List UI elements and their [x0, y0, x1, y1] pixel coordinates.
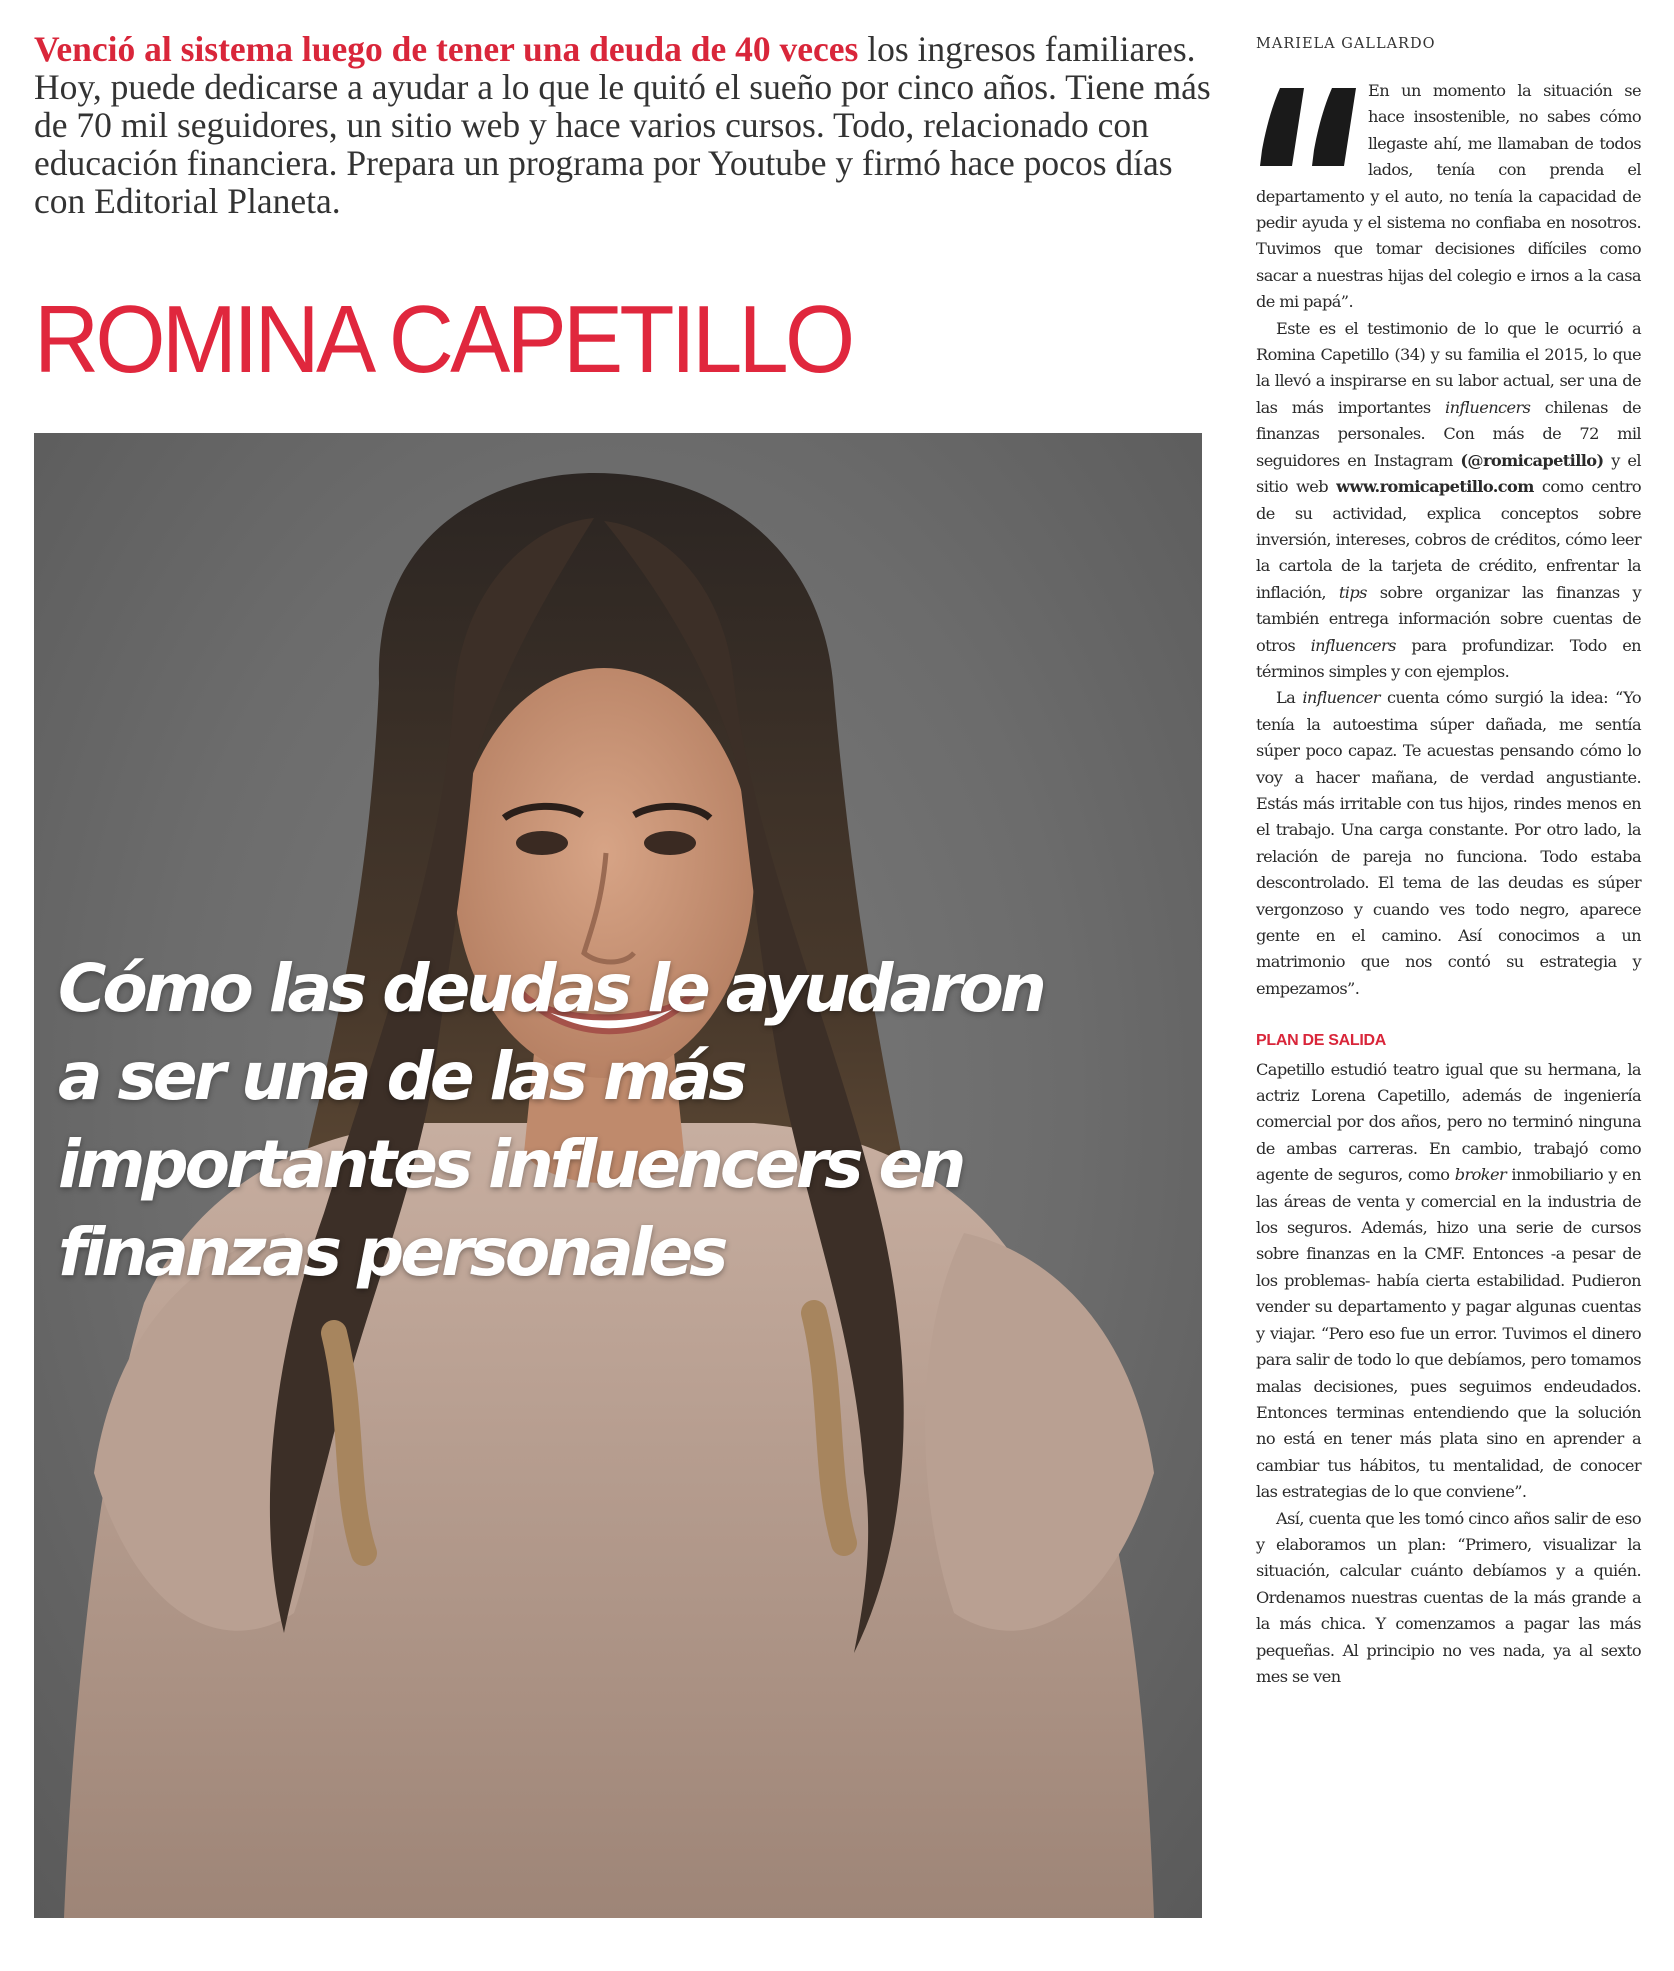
body-paragraph-2 — [1256, 316, 1641, 686]
body-text: Capetillo estudió teatro igual que su hermana, la actriz Lorena Capetillo, además de ingeniería comercial por dos años, pero no terminó ninguna de ambas carreras. En cambio, trabajó como agente de seguros, como — [1256, 1059, 1641, 1185]
author-byline: MARIELA GALLARDO — [1256, 36, 1436, 52]
body-italic: broker — [1454, 1165, 1507, 1185]
lede-text: los ingresos familiares. Hoy, puede dedicarse a ayudar a lo que le quitó el sueño por cinco años. Tiene más de 70 mil seguidores, un sitio web y hace varios cursos. Todo, relacionado con educación financiera. Prepara un programa por Youtube y firmó hace pocos días con Editorial Planeta. — [34, 29, 1211, 221]
body-text: para profundizar. Todo en términos simples y con ejemplos. — [1256, 635, 1642, 681]
body-paragraph-3 — [1256, 685, 1641, 1002]
article-body — [1256, 78, 1641, 1690]
article-name-title: ROMINA CAPETILLO — [34, 286, 852, 393]
lede-highlight: Venció al sistema luego de tener una deuda de 40 veces — [34, 29, 859, 69]
body-text: y el sitio web — [1256, 450, 1641, 497]
article-sidebar-column — [1256, 36, 1641, 1690]
body-italic: influencers — [1445, 397, 1531, 417]
body-italic: tips — [1338, 582, 1367, 602]
instagram-handle: (@romicapetillo) — [1460, 450, 1604, 470]
section-subhead: PLAN DE SALIDA — [1256, 1032, 1387, 1050]
quote-mark-icon — [1256, 88, 1360, 166]
body-text: chilenas de finanzas personales. Con más de 72 mil seguidores en Instagram — [1256, 397, 1642, 470]
body-text: sobre organizar las finanzas y también entrega información sobre cuentas de otros — [1256, 582, 1641, 655]
website-text: www.romicapetillo.com — [1336, 477, 1534, 497]
body-text: inmobiliario y en las áreas de venta y comercial en la industria de los seguros. Además, hizo una serie de cursos sobre finanzas en la CMF. Entonces -a pesar de los problemas- había cierta estabilidad. Pudieron vender su departamento y pagar algunas cuentas y viajar. “Pero eso fue un error. Tuvimos el dinero para salir de todo lo que debíamos, pero tomamos malas decisiones, pues seguimos endeudados. Entonces terminas entendiendo que la solución no está en tener más plata sino en aprender a cambiar tus hábitos, tu mentalidad, de conocer las estrategias de lo que conviene”. — [1256, 1165, 1641, 1502]
article-lede — [34, 30, 1224, 220]
body-italic: influencers — [1310, 635, 1396, 655]
body-text: La — [1276, 688, 1303, 708]
body-paragraph-4 — [1256, 1057, 1641, 1506]
body-text: Este es el testimonio de lo que le ocurrió a Romina Capetillo (34) y su familia el 2015, lo que la llevó a inspirarse en su labor actual, ser una de las más importantes — [1256, 318, 1641, 417]
article-headline: Cómo las deudas le ayudaron a ser una de las más importantes influencers en finanzas personales — [58, 950, 1043, 1291]
body-text: cuenta cómo surgió la idea: “Yo tenía la autoestima súper dañada, me sentía súper poco capaz. Te acuestas pensando cómo lo voy a hacer mañana, de verdad angustiante. Estás más irritable con tus hijos, rindes menos en el trabajo. Una carga constante. Por otro lado, la relación de pareja no funciona. Todo estaba descontrolado. El tema de las deudas es súper vergonzoso y cuando ves todo negro, aparece gente en el camino. Así conocimos a un matrimonio que nos contó su estrategia y empezamos”. — [1256, 688, 1642, 998]
body-paragraph-1: En un momento la situación se hace insostenible, no sabes cómo llegaste ahí, me llamaban de todos lados, tenía con prenda el departamento y el auto, no tenía la capacidad de pedir ayuda y el sistema no confiaba en nosotros. Tuvimos que tomar decisiones difíciles como sacar a nuestras hijas del colegio e irnos a la casa de mi papá”. — [1256, 81, 1641, 312]
body-paragraph-5: Así, cuenta que les tomó cinco años salir de eso y elaboramos un plan: “Primero, visualizar la situación, calcular cuánto debíamos y a quién. Ordenamos nuestras cuentas de la más grande a la más chica. Y comenzamos a pagar las más pequeñas. Al principio no ves nada, ya al sexto mes se ven — [1256, 1508, 1641, 1686]
body-text: como centro de su actividad, explica conceptos sobre inversión, intereses, cobros de créditos, cómo leer la cartola de la tarjeta de crédito, enfrentar la inflación, — [1256, 477, 1641, 602]
body-italic: influencer — [1302, 688, 1380, 708]
